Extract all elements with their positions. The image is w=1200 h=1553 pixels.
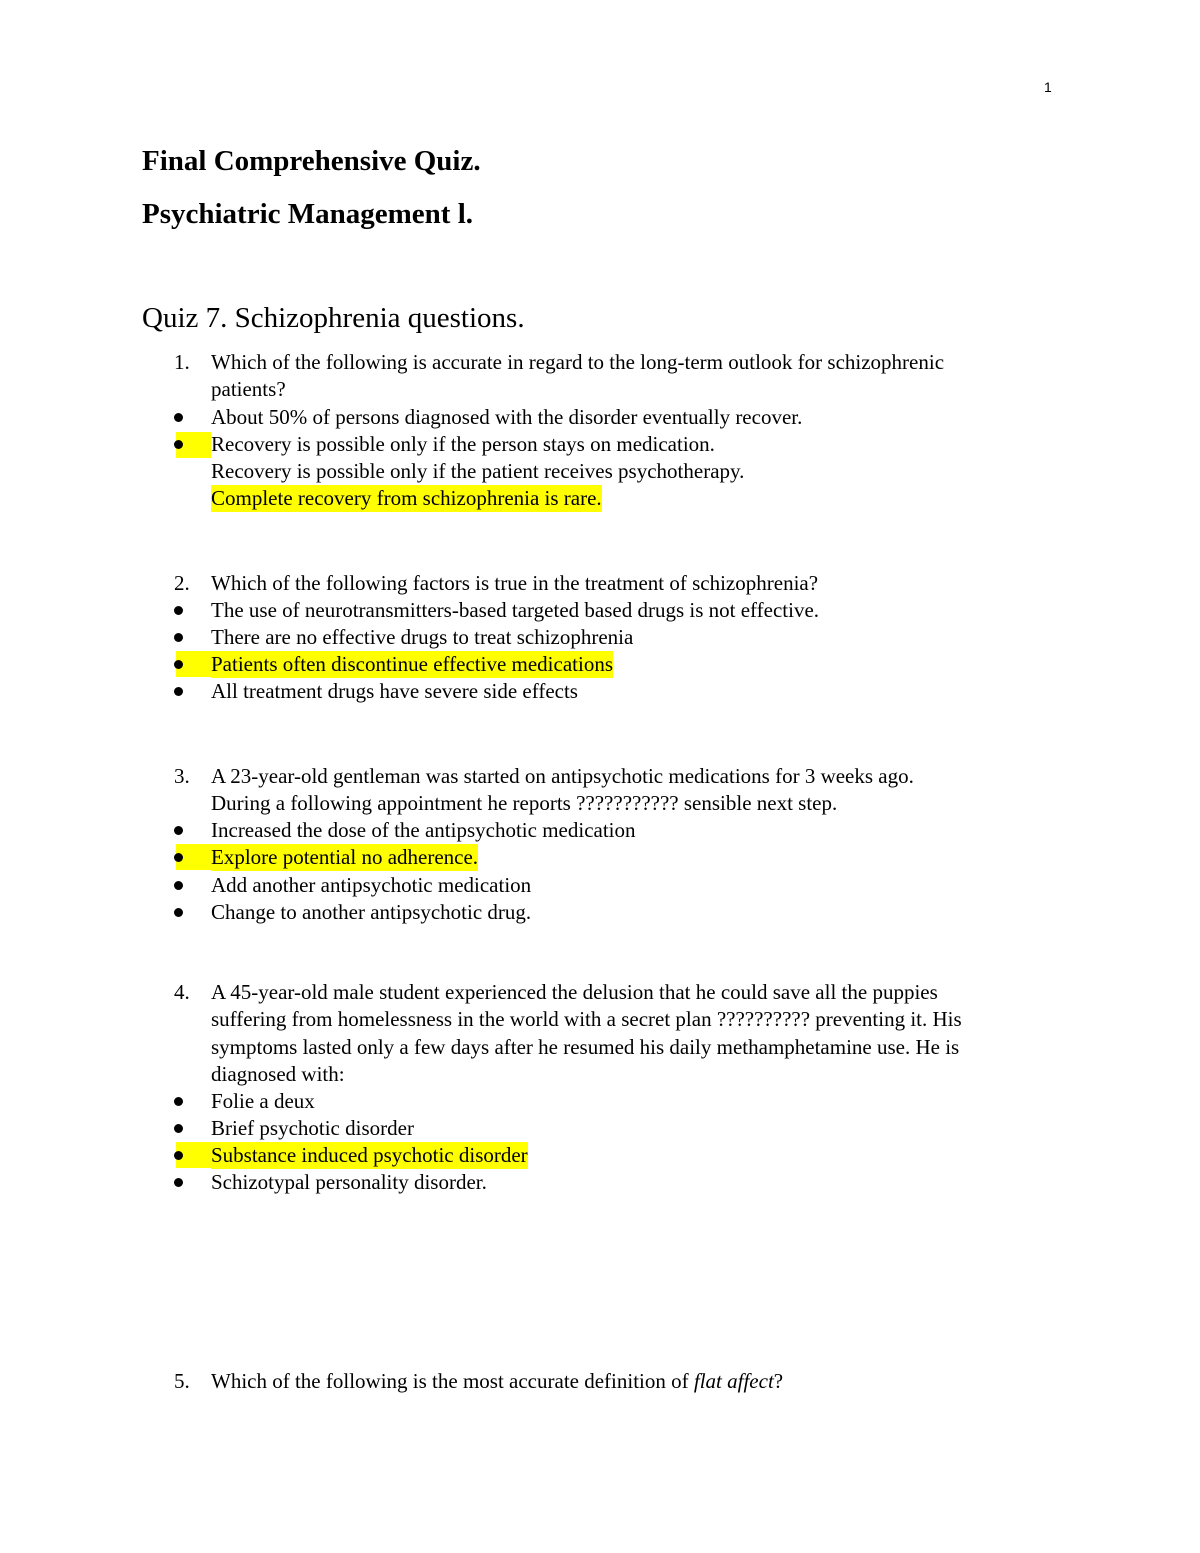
- bullet-icon: [174, 413, 183, 422]
- question-stem: diagnosed with:: [211, 1062, 345, 1086]
- bullet-icon: [174, 908, 183, 917]
- bullet-icon: [174, 853, 183, 862]
- bullet-icon: [174, 633, 183, 642]
- answer-option: Brief psychotic disorder: [211, 1116, 414, 1140]
- stem-text: ?: [773, 1369, 784, 1393]
- answer-option-correct: Complete recovery from schizophrenia is rare.: [211, 486, 602, 510]
- document-subtitle: Psychiatric Management l.: [142, 198, 474, 230]
- answer-option: All treatment drugs have severe side effects: [211, 679, 578, 703]
- answer-option: Change to another antipsychotic drug.: [211, 900, 532, 924]
- answer-option: The use of neurotransmitters-based targeted based drugs is not effective.: [211, 598, 820, 622]
- stem-emphasis: flat affect: [693, 1369, 774, 1393]
- bullet-icon: [174, 440, 183, 449]
- bullet-icon: [174, 1178, 183, 1187]
- question-stem: Which of the following is accurate in regard to the long-term outlook for schizophrenic: [211, 350, 945, 374]
- section-heading: Quiz 7. Schizophrenia questions.: [142, 302, 525, 334]
- question-stem: patients?: [211, 377, 286, 401]
- question-number: 4.: [174, 980, 190, 1004]
- question-stem: symptoms lasted only a few days after he resumed his daily methamphetamine use. He is: [211, 1035, 960, 1059]
- question-stem: A 45-year-old male student experienced the delusion that he could save all the puppies: [211, 980, 938, 1004]
- page-number: 1: [1044, 79, 1052, 95]
- question-stem: Which of the following factors is true in the treatment of schizophrenia?: [211, 571, 819, 595]
- question-number: 1.: [174, 350, 190, 374]
- answer-option: Recovery is possible only if the patient receives psychotherapy.: [211, 459, 745, 483]
- bullet-icon: [174, 606, 183, 615]
- answer-option-correct: Patients often discontinue effective medications: [211, 652, 613, 676]
- question-number: 5.: [174, 1369, 190, 1393]
- question-stem: [211, 1368, 783, 1395]
- answer-option: Increased the dose of the antipsychotic medication: [211, 818, 636, 842]
- answer-option: Add another antipsychotic medication: [211, 873, 532, 897]
- answer-option: Recovery is possible only if the person stays on medication.: [211, 432, 715, 456]
- answer-option-correct: Explore potential no adherence.: [211, 845, 479, 869]
- answer-option: There are no effective drugs to treat schizophrenia: [211, 625, 634, 649]
- question-stem: suffering from homelessness in the world with a secret plan ?????????? preventing it. His: [211, 1007, 962, 1031]
- bullet-icon: [174, 1097, 183, 1106]
- stem-text: Which of the following is the most accurate definition of: [211, 1369, 694, 1393]
- bullet-icon: [174, 687, 183, 696]
- answer-option: Folie a deux: [211, 1089, 315, 1113]
- document-title: Final Comprehensive Quiz.: [142, 145, 481, 177]
- bullet-icon: [174, 881, 183, 890]
- question-number: 3.: [174, 764, 190, 788]
- answer-option: About 50% of persons diagnosed with the disorder eventually recover.: [211, 405, 803, 429]
- question-number: 2.: [174, 571, 190, 595]
- bullet-icon: [174, 660, 183, 669]
- bullet-icon: [174, 1151, 183, 1160]
- question-stem: A 23-year-old gentleman was started on antipsychotic medications for 3 weeks ago.: [211, 764, 914, 788]
- question-stem: During a following appointment he reports ??????????? sensible next step.: [211, 791, 838, 815]
- answer-option-correct: Substance induced psychotic disorder: [211, 1143, 528, 1167]
- answer-option: Schizotypal personality disorder.: [211, 1170, 487, 1194]
- bullet-icon: [174, 826, 183, 835]
- bullet-icon: [174, 1124, 183, 1133]
